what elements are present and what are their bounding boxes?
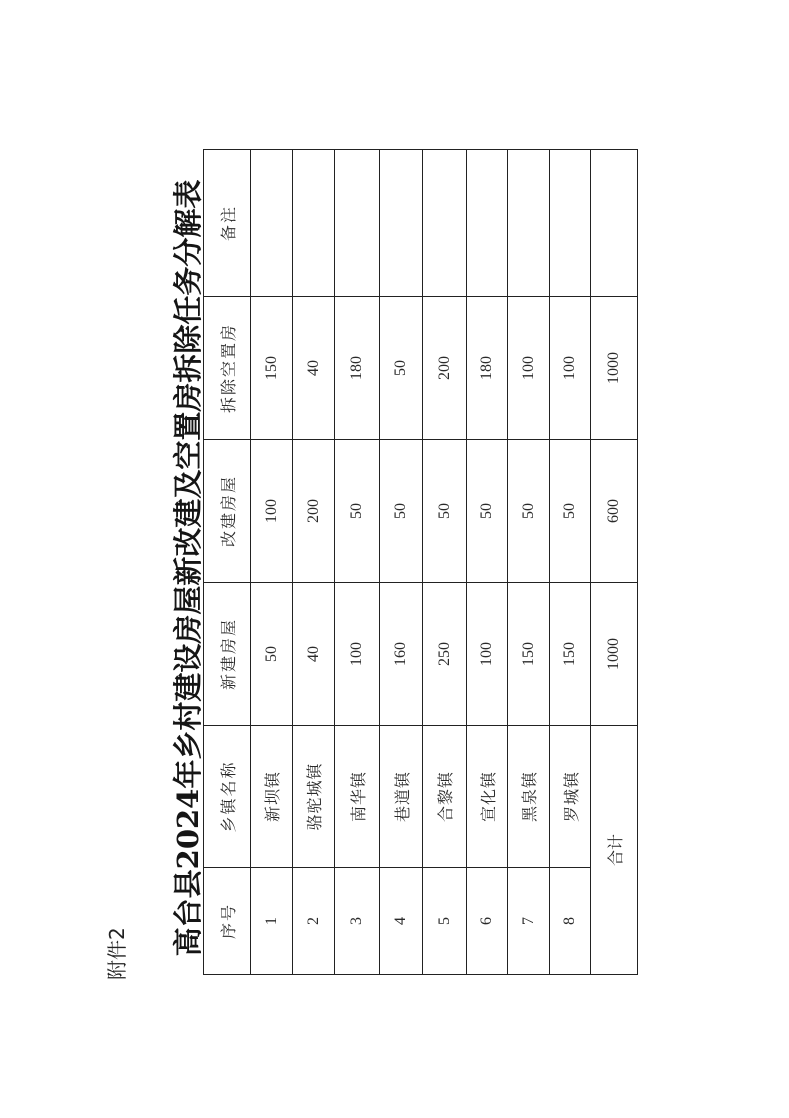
header-demolish-vacant: 拆除空置房 (204, 297, 251, 440)
town-name-cell: 宣化镇 (467, 726, 508, 868)
demolish-vacant-cell: 100 (508, 297, 550, 440)
new-build-cell: 250 (423, 583, 467, 726)
table-row (335, 150, 380, 975)
new-build-cell: 160 (380, 583, 423, 726)
town-name-cell: 骆驼城镇 (293, 726, 335, 868)
new-build-cell: 150 (508, 583, 550, 726)
new-build-cell: 100 (467, 583, 508, 726)
total-demolish-vacant-cell: 1000 (591, 297, 638, 440)
remark-cell (335, 150, 380, 297)
row-number-cell: 1 (251, 868, 293, 975)
new-build-cell: 50 (251, 583, 293, 726)
total-renovate-cell: 600 (591, 440, 638, 583)
header-new-build: 新建房屋 (204, 583, 251, 726)
header-town-name: 乡镇名称 (204, 726, 251, 868)
remark-cell (423, 150, 467, 297)
demolish-vacant-cell: 40 (293, 297, 335, 440)
attachment-label: 附件2 (105, 927, 129, 980)
table-row (251, 150, 293, 975)
header-serial-number: 序号 (204, 868, 251, 975)
town-name-cell: 罗城镇 (550, 726, 591, 868)
new-build-cell: 100 (335, 583, 380, 726)
demolish-vacant-cell: 180 (467, 297, 508, 440)
remark-cell (293, 150, 335, 297)
total-row (591, 150, 638, 975)
row-number-cell: 2 (293, 868, 335, 975)
remark-cell (380, 150, 423, 297)
renovate-cell: 50 (335, 440, 380, 583)
demolish-vacant-cell: 100 (550, 297, 591, 440)
row-number-cell: 3 (335, 868, 380, 975)
renovate-cell: 50 (467, 440, 508, 583)
town-name-cell: 新坝镇 (251, 726, 293, 868)
town-name-cell: 合黎镇 (423, 726, 467, 868)
row-number-cell: 7 (508, 868, 550, 975)
task-breakdown-table (203, 149, 638, 975)
remark-cell (508, 150, 550, 297)
table-row (550, 150, 591, 975)
header-remark: 备注 (204, 150, 251, 297)
renovate-cell: 50 (508, 440, 550, 583)
row-number-cell: 5 (423, 868, 467, 975)
renovate-cell: 200 (293, 440, 335, 583)
new-build-cell: 40 (293, 583, 335, 726)
total-new-build-cell: 1000 (591, 583, 638, 726)
remark-cell (467, 150, 508, 297)
row-number-cell: 6 (467, 868, 508, 975)
demolish-vacant-cell: 200 (423, 297, 467, 440)
table-row (467, 150, 508, 975)
new-build-cell: 150 (550, 583, 591, 726)
table-header-row (204, 150, 251, 975)
header-renovate: 改建房屋 (204, 440, 251, 583)
demolish-vacant-cell: 50 (380, 297, 423, 440)
document-title: 高台县2024年乡村建设房屋新改建及空置房拆除任务分解表 (171, 179, 205, 957)
renovate-cell: 50 (380, 440, 423, 583)
table-row (423, 150, 467, 975)
town-name-cell: 巷道镇 (380, 726, 423, 868)
renovate-cell: 50 (423, 440, 467, 583)
renovate-cell: 50 (550, 440, 591, 583)
row-number-cell: 8 (550, 868, 591, 975)
table-row (380, 150, 423, 975)
row-number-cell: 4 (380, 868, 423, 975)
town-name-cell: 南华镇 (335, 726, 380, 868)
remark-cell (251, 150, 293, 297)
renovate-cell: 100 (251, 440, 293, 583)
total-remark-cell (591, 150, 638, 297)
table-row (508, 150, 550, 975)
total-label-cell: 合计 (591, 726, 638, 975)
remark-cell (550, 150, 591, 297)
table-row (293, 150, 335, 975)
town-name-cell: 黑泉镇 (508, 726, 550, 868)
demolish-vacant-cell: 150 (251, 297, 293, 440)
demolish-vacant-cell: 180 (335, 297, 380, 440)
